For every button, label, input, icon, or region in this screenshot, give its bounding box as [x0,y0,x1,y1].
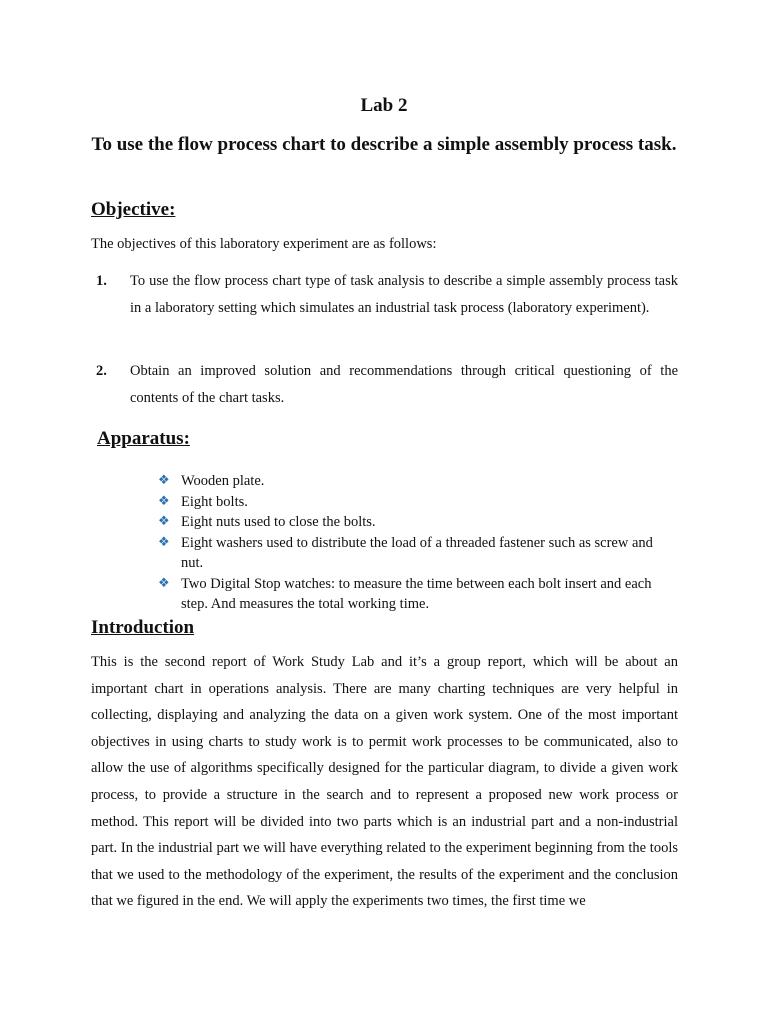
objective-item-number: 1. [96,273,107,289]
apparatus-item-text: Eight nuts used to close the bolts. [181,514,376,530]
diamond-bullet-icon: ❖ [158,575,170,591]
apparatus-item [158,533,678,574]
objective-item [96,268,678,321]
apparatus-heading: Apparatus: [97,428,190,449]
objective-heading: Objective: [91,199,176,220]
apparatus-item [158,512,678,533]
objective-item-text: To use the flow process chart type of task analysis to describe a simple assembly process task in a laboratory setting which simulates an industrial task process (laboratory experiment). [130,273,678,316]
apparatus-item-text: Eight bolts. [181,493,248,510]
diamond-bullet-icon: ❖ [158,514,170,529]
objective-intro: The objectives of this laboratory experiment are as follows: [91,236,437,252]
objective-item-number: 2. [96,363,107,379]
apparatus-item [158,492,678,513]
objective-item-text: Obtain an improved solution and recommendations through critical questioning of the contents of the chart tasks. [130,363,678,406]
lab-title: Lab 2 [360,95,408,116]
apparatus-item [158,574,678,615]
main-title: To use the flow process chart to describe a simple assembly process task. [91,134,677,155]
apparatus-list [158,471,678,615]
apparatus-item [158,471,678,492]
diamond-bullet-icon: ❖ [158,493,170,509]
apparatus-item-text: Two Digital Stop watches: to measure the time between each bolt insert and each step. And measures the total working time. [181,575,652,612]
apparatus-item-text: Wooden plate. [181,473,265,489]
objective-item [96,358,678,411]
apparatus-item-text: Eight washers used to distribute the load of a threaded fastener such as screw and nut. [181,534,653,571]
diamond-bullet-icon: ❖ [158,473,170,488]
introduction-body: This is the second report of Work Study Lab and it’s a group report, which will be about an important chart in operations analysis. There are many charting techniques are very helpful in collecting, displaying and analyzing the data on a given work system. One of the most important objectives in using charts to study work is to permit work processes to be communicated, also to allow the use of algorithms specifically designed for the particular diagram, to divide a given work process, to provide a structure in the search and to represent a proposed new work process or method. This report will be divided into two parts which is an industrial part and a non-industrial part. In the industrial part we will have everything related to the experiment beginning from the tools that we used to the methodology of the experiment, the results of the experiment and the conclusion that we figured in the end. We will apply the experiments two times, the first time we [91,654,678,910]
diamond-bullet-icon: ❖ [158,534,170,550]
introduction-heading: Introduction [91,617,195,638]
